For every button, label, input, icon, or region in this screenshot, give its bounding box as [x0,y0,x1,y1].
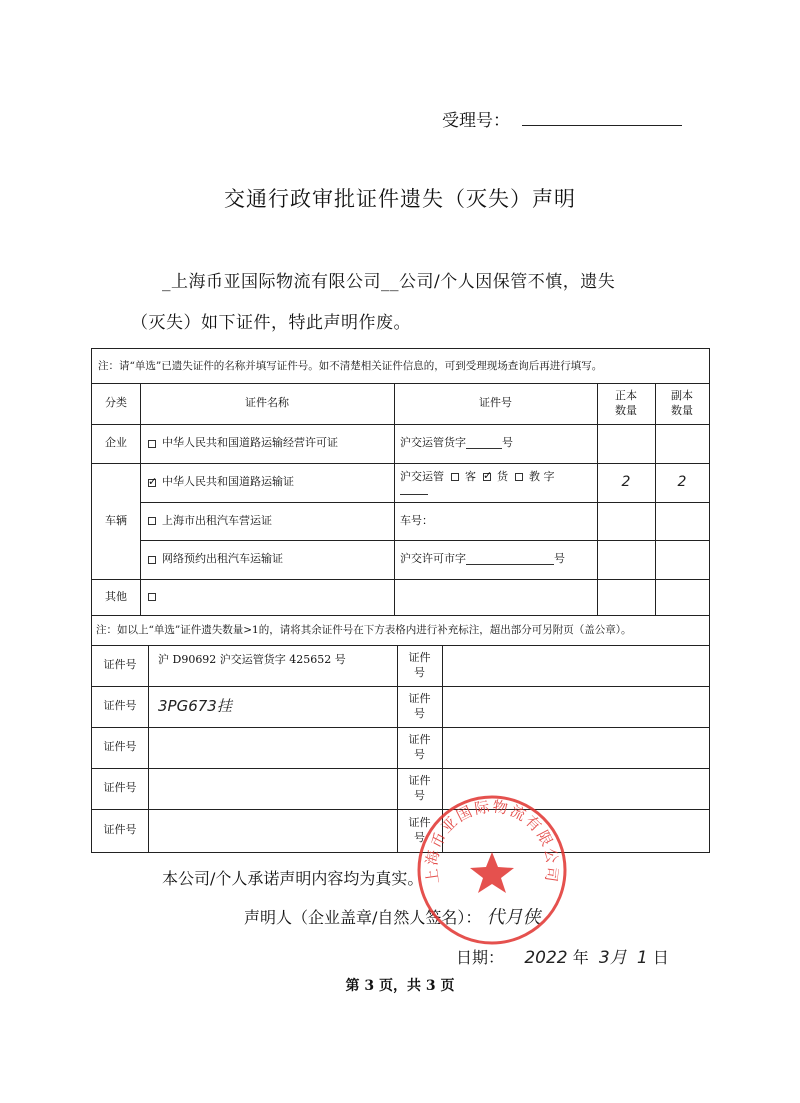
vehicle3-checkbox[interactable] [148,556,156,564]
vehicle1-number-field[interactable] [400,484,428,495]
supplement-label-right: 证件 号 [408,691,431,720]
table-note-top: 注：请“单选”已遗失证件的名称并填写证件号。如不清楚相关证件信息的，可到受理现场查询后再进行填写。 [98,359,603,372]
row-vehicle2-number: 车号： [400,513,433,527]
supplement-label: 证件号 [103,740,137,754]
header-original-quantity: 正本 数量 [615,388,637,417]
row-vehicle1-number: 沪交运管 客 ✓ 货 教 字 [400,463,597,502]
header-certificate-name: 证件名称 [245,396,289,410]
row-vehicle2-name: 上海市出租汽车营运证 [148,502,394,540]
row-enterprise-name: 中华人民共和国道路运输经营许可证 [148,424,394,463]
supplement-label-right: 证件 号 [408,732,431,761]
date-month: 3月 [598,948,627,968]
row-enterprise-number: 沪交运管货字 号 [400,436,513,450]
vehicle1-checkbox[interactable] [148,479,156,487]
page-info: 第 3 页，共 3 页 [345,978,455,994]
declarant-signature: 代月侠 [486,907,541,928]
document-title: 交通行政审批证件遗失（灭失）声明 [224,187,576,211]
supplement-row-1-value[interactable]: 沪 D90692 沪交运管货字 425652 号 [158,652,346,666]
supplement-label-right: 证件 号 [408,773,431,802]
row-other-category: 其他 [105,589,127,603]
supplement-row-2-value[interactable]: 3PG673挂 [158,697,232,716]
supplement-label: 证件号 [103,823,137,837]
date-line [456,943,669,968]
certificate-table [91,348,710,853]
supplement-label-right: 证件 号 [408,650,431,679]
vehicle2-checkbox[interactable] [148,517,156,525]
supplement-label: 证件号 [103,658,137,672]
vehicle1-option-passenger-checkbox[interactable] [451,473,459,481]
header-certificate-number: 证件号 [479,396,512,410]
vehicle1-option-cargo-checkbox[interactable] [483,473,491,481]
date-day: 1 [636,948,648,968]
supplement-label: 证件号 [103,699,137,713]
declarant-label: 声明人（企业盖章/自然人签名）： [244,908,482,927]
row-other-name [148,579,394,615]
date-year-unit: 年 [572,948,589,967]
date-day-unit: 日 [652,948,669,967]
promise-statement: 本公司/个人承诺声明内容均为真实。 [162,869,424,888]
statement-line-2: （灭失）如下证件，特此声明作废。 [131,313,411,333]
table-note-bottom: 注：如以上“单选”证件遗失数量>1的，请将其余证件号在下方表格内进行补充标注，超出部分可另附页（盖公章）。 [96,623,632,636]
row-enterprise-category: 企业 [105,436,127,450]
header-category: 分类 [105,396,127,410]
enterprise-number-field[interactable] [466,438,502,449]
date-year: 2022 [524,948,568,968]
row-vehicle3-number: 沪交许可市字 号 [400,552,565,566]
row-vehicle-category: 车辆 [105,513,127,527]
declarant-line [244,903,541,929]
supplement-label-right: 证件 号 [408,815,431,844]
vehicle1-option-training-checkbox[interactable] [515,473,523,481]
vehicle3-number-field[interactable] [466,554,554,565]
statement-line-1: _上海币亚国际物流有限公司__公司/个人因保管不慎，遗失 [162,272,616,292]
vehicle1-copy-quantity[interactable]: 2 [677,474,687,491]
other-checkbox[interactable] [148,593,156,601]
row-vehicle1-name: ✓ 中华人民共和国道路运输证 [148,463,394,502]
enterprise-checkbox[interactable] [148,440,156,448]
header-copy-quantity: 副本 数量 [671,388,693,417]
svg-text:上海币亚国际物流有限公司: 上海币亚国际物流有限公司 [422,797,562,885]
vehicle1-original-quantity[interactable]: 2 [621,474,631,491]
row-vehicle3-name: 网络预约出租汽车运输证 [148,540,394,579]
acceptance-number-label: 受理号： [442,111,510,131]
acceptance-number-field[interactable] [522,125,682,126]
supplement-label: 证件号 [103,781,137,795]
date-label: 日期： [456,948,505,967]
